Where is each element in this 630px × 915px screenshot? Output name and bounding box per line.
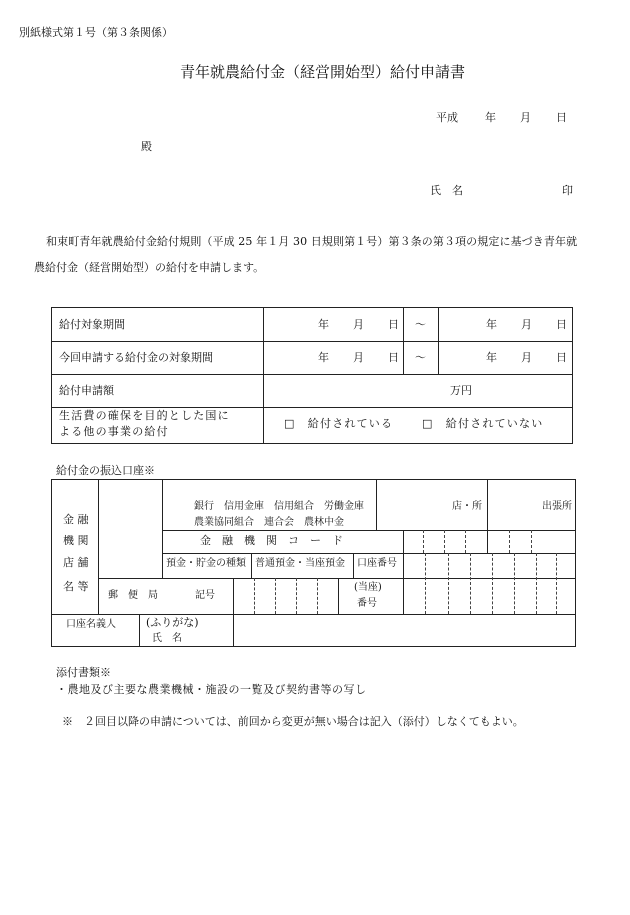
bank-section-title: 給付金の振込口座※ [56,464,155,477]
holder-name-label: 氏 名 [152,633,182,644]
attachments-note: ※ ２回目以降の申請については、前回から変更が無い場合は記入（添付）しなくてもよい。 [62,715,524,728]
branch-type: 店・所 [452,501,482,512]
amount-unit: 万円 [450,384,472,397]
row2-day: 日 [388,351,399,364]
row1-month: 月 [353,318,364,331]
bank-code-label: 金 融 機 関 コ ー ド [200,534,343,547]
date-year: 年 [485,111,496,124]
account-number-label: 口座番号 [357,558,397,569]
date-era: 平成 [436,111,458,124]
attachments-item: ・農地及び主要な農業機械・施設の一覧及び契約書等の写し [56,683,367,696]
institution-types-1: 銀行 信用金庫 信用組合 労働金庫 [194,501,364,512]
label-tenpo: 店 舗 [63,556,89,569]
other-benefit-label-2: よる他の事業の給付 [59,425,169,438]
checkbox-not-received[interactable]: □ 給付されていない [422,417,544,430]
current-account-label: (当座) [354,582,382,593]
label-kinyu: 金 融 [63,513,89,526]
row2-tilde: ～ [415,351,426,364]
row1-tilde: ～ [415,318,426,331]
deposit-type-values: 普通預金・当座預金 [255,558,345,569]
row1-year2: 年 [486,318,497,331]
body-line-2: 農給付金（経営開始型）の給付を申請します。 [34,261,265,274]
name-label: 氏 名 [430,184,463,197]
deposit-type-label: 預金・貯金の種類 [166,558,246,569]
attachments-title: 添付書類※ [56,666,111,679]
checkbox-received[interactable]: □ 給付されている [284,417,394,430]
row-label-period: 給付対象期間 [59,318,125,331]
account-holder-label: 口座名義人 [66,619,116,630]
amount-label: 給付申請額 [59,384,114,397]
label-kikan: 機 関 [63,534,89,547]
addressee-suffix: 殿 [141,140,152,153]
row2-year: 年 [318,351,329,364]
symbol-label: 記号 [195,590,215,601]
form-number: 別紙様式第１号（第３条関係） [19,26,173,39]
furigana-label: (ふりがな) [146,616,199,629]
current-number-label: 番号 [357,598,377,609]
date-day: 日 [556,111,567,124]
label-meito: 名 等 [63,580,89,593]
other-benefit-label-1: 生活費の確保を目的とした国に [59,409,230,422]
branch-office: 出張所 [542,501,572,512]
row1-day: 日 [388,318,399,331]
body-line-1: 和束町青年就農給付金給付規則（平成 25 年１月 30 日規則第１号）第３条の第３項の規定に基づき青年就 [46,235,578,248]
seal-mark: 印 [562,184,573,197]
institution-types-2: 農業協同組合 連合会 農林中金 [194,517,344,528]
row1-day2: 日 [556,318,567,331]
row2-month2: 月 [521,351,532,364]
date-month: 月 [520,111,531,124]
row2-day2: 日 [556,351,567,364]
row-label-current-period: 今回申請する給付金の対象期間 [59,351,213,364]
row2-month: 月 [353,351,364,364]
row1-year: 年 [318,318,329,331]
row1-month2: 月 [521,318,532,331]
document-title: 青年就農給付金（経営開始型）給付申請書 [180,63,466,81]
post-office-label: 郵 便 局 [108,590,158,601]
row2-year2: 年 [486,351,497,364]
